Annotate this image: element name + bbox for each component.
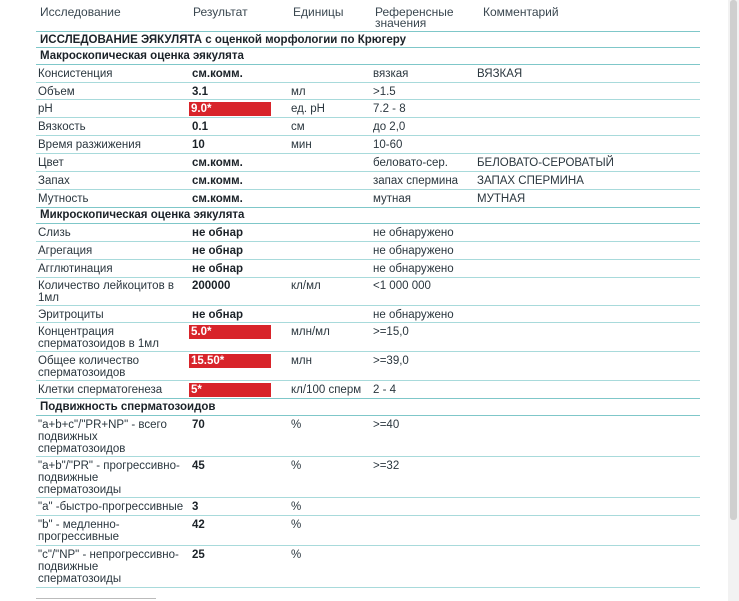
section-macroscopic: Макроскопическая оценка эякулята	[40, 50, 244, 62]
row-unit: %	[291, 419, 302, 431]
row-name: Агглютинация	[38, 263, 113, 275]
section-divider	[36, 398, 700, 399]
row-name-line3: сперматозоидов	[38, 443, 126, 455]
row-reference: 2 - 4	[373, 384, 397, 396]
section-microscopic: Микроскопическая оценка эякулята	[40, 209, 245, 221]
row-name: Время разжижения	[38, 139, 141, 151]
row-name: Слизь	[38, 227, 71, 239]
row-divider	[36, 153, 700, 154]
row-unit: см	[291, 121, 305, 133]
header-comment: Комментарий	[483, 5, 559, 19]
page-footer-line	[36, 598, 156, 599]
header-units: Единицы	[293, 5, 344, 19]
row-comment: ВЯЗКАЯ	[477, 68, 523, 80]
row-unit: %	[291, 501, 302, 513]
row-reference: запах спермина	[373, 175, 459, 187]
row-name: Консистенция	[38, 68, 113, 80]
row-reference: >=32	[373, 460, 400, 472]
row-result: 25	[192, 549, 205, 561]
row-divider	[36, 456, 700, 457]
header-reference-line1: Референсные	[375, 5, 454, 19]
row-comment: МУТНАЯ	[477, 193, 526, 205]
row-name: Эритроциты	[38, 309, 104, 321]
row-unit: мл	[291, 86, 306, 98]
title-divider	[36, 47, 700, 48]
row-unit: кл/100 сперм	[291, 384, 362, 396]
row-name: Мутность	[38, 193, 89, 205]
row-name-line1: "c"/"NP" - непрогрессивно-	[38, 549, 179, 561]
row-result: см.комм.	[192, 193, 243, 205]
row-unit: ед. pH	[291, 103, 325, 115]
row-divider	[36, 189, 700, 190]
row-unit: %	[291, 519, 302, 531]
row-unit: млн	[291, 355, 312, 367]
row-reference: 10-60	[373, 139, 403, 151]
row-reference: до 2,0	[373, 121, 406, 133]
row-name: Вязкость	[38, 121, 86, 133]
row-reference: вязкая	[373, 68, 409, 80]
row-name: Цвет	[38, 157, 64, 169]
row-name-line1: Концентрация	[38, 326, 114, 338]
row-name-line1: Общее количество	[38, 355, 140, 367]
row-reference: не обнаружено	[373, 309, 454, 321]
row-reference: 7.2 - 8	[373, 103, 406, 115]
row-divider	[36, 380, 700, 381]
row-reference: мутная	[373, 193, 412, 205]
row-name: Объем	[38, 86, 75, 98]
row-reference: >=39,0	[373, 355, 409, 367]
row-result: см.комм.	[192, 68, 243, 80]
scrollbar-thumb[interactable]	[730, 0, 737, 520]
row-name-line1: "b" - медленно-	[38, 519, 120, 531]
section-divider	[36, 415, 700, 416]
row-reference: >=15,0	[373, 326, 409, 338]
row-reference: не обнаружено	[373, 227, 454, 239]
row-name: "a" -быстро-прогрессивные	[38, 501, 184, 513]
row-reference: не обнаружено	[373, 263, 454, 275]
row-divider	[36, 305, 700, 306]
report-title: ИССЛЕДОВАНИЕ ЭЯКУЛЯТА с оценкой морфологии по Крюгеру	[40, 34, 407, 46]
row-result: 70	[192, 419, 205, 431]
row-divider	[36, 117, 700, 118]
row-name: pH	[38, 103, 53, 115]
result-flag-abnormal: 5*	[189, 383, 271, 397]
row-result: 42	[192, 519, 205, 531]
row-result: не обнар	[192, 263, 244, 275]
row-divider	[36, 82, 700, 83]
row-divider	[36, 351, 700, 352]
row-divider	[36, 99, 700, 100]
row-name-line2: подвижные	[38, 561, 99, 573]
result-flag-abnormal: 5.0*	[189, 325, 271, 339]
row-result: 0.1	[192, 121, 208, 133]
row-name-line2: сперматозоидов	[38, 367, 126, 379]
row-divider	[36, 259, 700, 260]
row-divider	[36, 545, 700, 546]
row-name-line3: сперматозоиды	[38, 484, 122, 496]
row-name-line3: сперматозоиды	[38, 573, 122, 585]
section-divider	[36, 64, 700, 65]
row-name: Агрегация	[38, 245, 93, 257]
row-unit: мин	[291, 139, 312, 151]
row-name-line2: подвижных	[38, 431, 98, 443]
row-result: 200000	[192, 280, 231, 292]
row-name-line1: Количество лейкоцитов в	[38, 280, 174, 292]
row-reference: >1.5	[373, 86, 396, 98]
row-reference: не обнаружено	[373, 245, 454, 257]
row-comment: ЗАПАХ СПЕРМИНА	[477, 175, 584, 187]
row-name-line2: прогрессивные	[38, 531, 120, 543]
row-result: не обнар	[192, 245, 244, 257]
row-reference: >=40	[373, 419, 400, 431]
row-result: 3.1	[192, 86, 208, 98]
section-divider	[36, 223, 700, 224]
row-result: не обнар	[192, 309, 244, 321]
row-name: Запах	[38, 175, 70, 187]
row-divider	[36, 322, 700, 323]
row-divider	[36, 587, 700, 588]
row-result: 10	[192, 139, 205, 151]
result-flag-abnormal: 15.50*	[189, 354, 271, 368]
row-divider	[36, 277, 700, 278]
row-divider	[36, 515, 700, 516]
row-result: см.комм.	[192, 175, 243, 187]
row-result: см.комм.	[192, 157, 243, 169]
row-divider	[36, 135, 700, 136]
header-investigation: Исследование	[40, 5, 121, 19]
row-name-line2: сперматозоидов в 1мл	[38, 338, 159, 350]
row-divider	[36, 497, 700, 498]
row-reference: <1 000 000	[373, 280, 431, 292]
row-divider	[36, 241, 700, 242]
row-result: не обнар	[192, 227, 244, 239]
row-comment: БЕЛОВАТО-СЕРОВАТЫЙ	[477, 157, 614, 169]
result-flag-abnormal: 9.0*	[189, 102, 271, 116]
row-unit: млн/мл	[291, 326, 330, 338]
section-motility: Подвижность сперматозоидов	[40, 401, 216, 413]
row-reference: беловато-сер.	[373, 157, 448, 169]
row-result: 45	[192, 460, 205, 472]
row-unit: кл/мл	[291, 280, 321, 292]
row-name-line2: подвижные	[38, 472, 99, 484]
row-unit: %	[291, 549, 302, 561]
header-divider	[36, 31, 700, 32]
row-name: Клетки сперматогенеза	[38, 384, 163, 396]
row-name-line1: "a+b+c"/"PR+NP" - всего	[38, 419, 167, 431]
row-unit: %	[291, 460, 302, 472]
row-name-line1: "a+b"/"PR" - прогрессивно-	[38, 460, 180, 472]
header-reference-line2: значения	[375, 16, 427, 30]
header-result: Результат	[193, 5, 248, 19]
row-result: 3	[192, 501, 199, 513]
section-divider	[36, 207, 700, 208]
row-divider	[36, 171, 700, 172]
row-name-line2: 1мл	[38, 292, 60, 304]
